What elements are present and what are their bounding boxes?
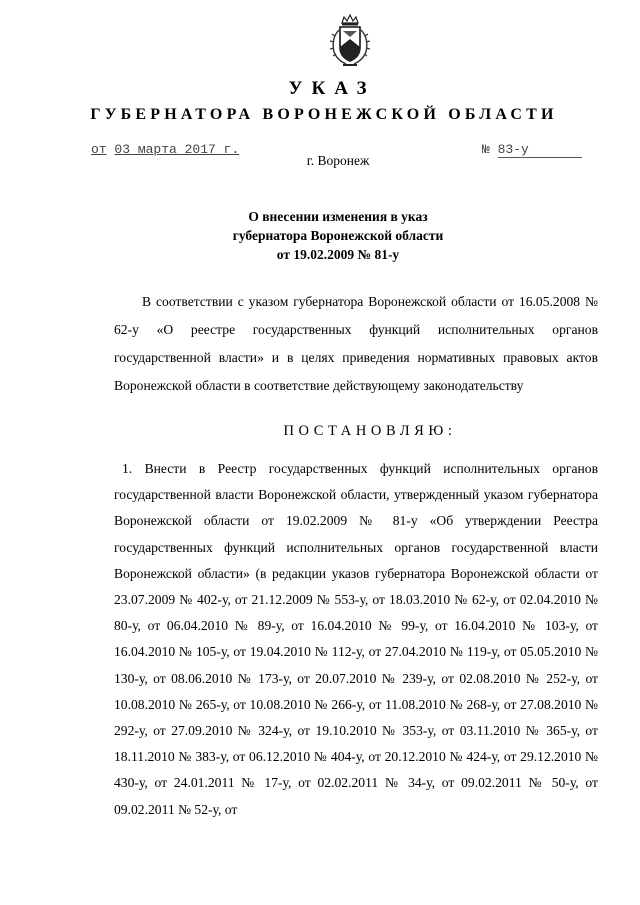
number-prefix: № <box>482 142 490 157</box>
preamble-paragraph: В соответствии с указом губернатора Воронежской области от 16.05.2008 № 62-у «О реестре государственных функций исполнительных органов государственной власти» и в целях приведения нормативных правовых актов Воронежской области в соответствие действующему законодательству <box>114 294 598 393</box>
coat-of-arms-icon <box>327 14 373 68</box>
document-subtitle: ГУБЕРНАТОРА ВОРОНЕЖСКОЙ ОБЛАСТИ <box>90 106 558 123</box>
document-title: УКАЗ <box>288 78 376 99</box>
item-1-paragraph: 1. Внести в Реестр государственных функций исполнительных органов государственной власти Воронежской области, утвержденный указом губернатора Воронежской области от 19.02.2009 № 81-у «Об утверждении Реестра государственных функций исполнительных органов государственной власти Воронежской области» (в редакции указов губернатора Воронежской области от 23.07.2009 № 402-у, от 21.12.2009 № 553-у, от 18.03.2010 № 62-у, от 02.04.2010 № 80-у, от 06.04.2010 № 89-у, от 16.04.2010 № 99-у, от 16.04.2010 № 103-у, от 16.04.2010 № 105-у, от 19.04.2010 № 112-у, от 27.04.2010 № 119-у, от 05.05.2010 № 130-у, от 08.06.2010 № 173-у, от 20.07.2010 № 239-у, от 02.08.2010 № 252-у, от 10.08.2010 № 265-у, от 10.08.2010 № 266-у, от 11.08.2010 № 268-у, от 27.08.2010 № 292-у, от 27.09.2010 № 324-у, от 19.10.2010 № 353-у, от 03.11.2010 № 365-у, от 18.11.2010 № 383-у, от 06.12.2010 № 404-у, от 20.12.2010 № 424-у, от 29.12.2010 № 430-у, от 24.01.2011 № 17-у, от 02.02.2011 № 34-у, от 09.02.2011 № 50-у, от 09.02.2011 № 52-у, от <box>114 461 598 817</box>
decree-heading: О внесении изменения в указ губернатора Воронежской области от 19.02.2009 № 81-у <box>232 209 444 262</box>
city-name: г. Воронеж <box>306 153 370 168</box>
resolve-heading: ПОСТАНОВЛЯЮ: <box>283 423 457 439</box>
number-value: 83-у <box>498 142 582 158</box>
date-prefix: от <box>91 142 107 157</box>
date-value: 03 марта 2017 г. <box>114 142 240 157</box>
